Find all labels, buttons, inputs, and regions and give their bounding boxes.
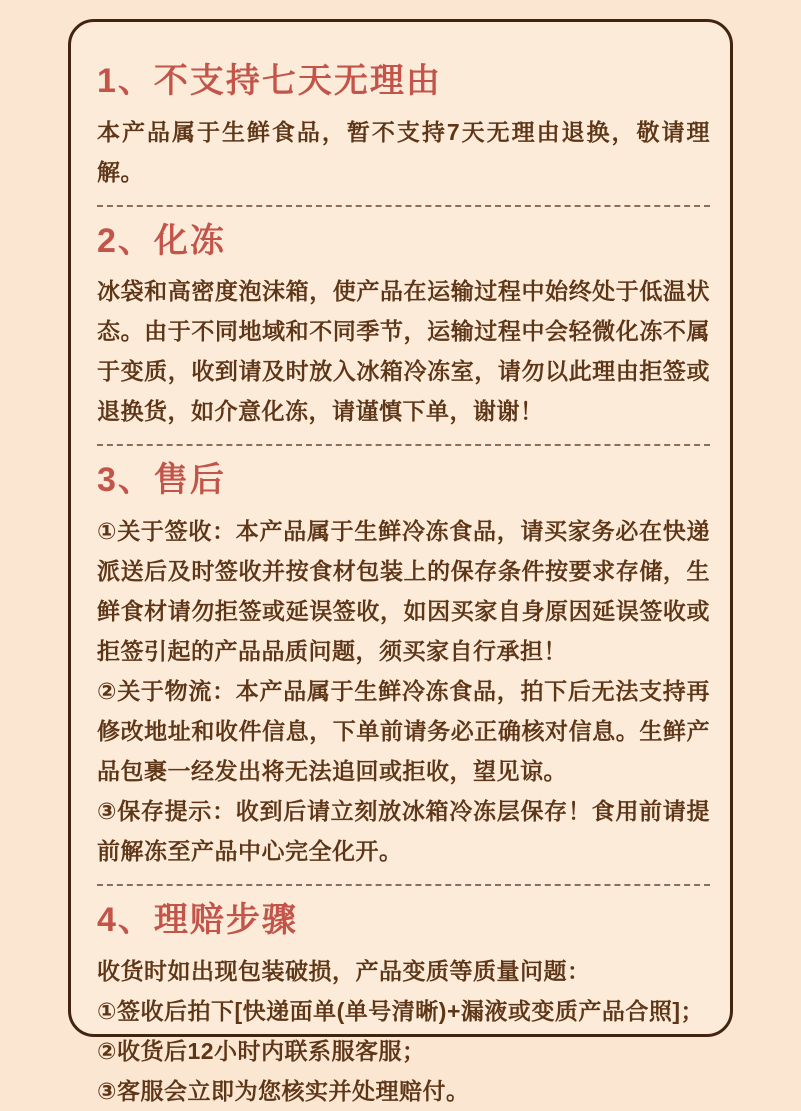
section-claim-steps — [97, 903, 710, 1111]
section-thawing — [97, 221, 710, 432]
dashed-divider — [97, 884, 710, 886]
section-3-paragraph-storage: ③保存提示：收到后请立刻放冰箱冷冻层保存！食用前请提前解冻至产品中心完全化开。 — [97, 798, 710, 865]
section-3-paragraph-sign: ①关于签收：本产品属于生鲜冷冻食品，请买家务必在快递派送后及时签收并按食材包装上的保存条件按要求存储，生鲜食材请勿拒签或延误签收，如因买家自身原因延误签收或拒签引起的产品品质问题，须买家自行承担！ — [97, 518, 710, 665]
section-4-paragraph-step3: ③客服会立即为您核实并处理赔付。 — [97, 1077, 470, 1104]
section-after-sales — [97, 463, 710, 871]
section-4-paragraph-intro: 收货时如出现包装破损，产品变质等质量问题： — [97, 957, 591, 984]
dashed-divider — [97, 205, 710, 207]
section-3-paragraph-logistics: ②关于物流：本产品属于生鲜冷冻食品，拍下后无法支持再修改地址和收件信息，下单前请务必正确核对信息。生鲜产品包裹一经发出将无法追回或拒收，望见谅。 — [97, 678, 710, 785]
section-2-heading: 2、化冻 — [97, 221, 226, 260]
section-4-paragraph-step2: ②收货后12小时内联系服客服； — [97, 1037, 426, 1064]
section-4-heading: 4、理赔步骤 — [97, 901, 298, 940]
dashed-divider — [97, 444, 710, 446]
section-2-paragraph: 冰袋和高密度泡沫箱，使产品在运输过程中始终处于低温状态。由于不同地域和不同季节，运输过程中会轻微化冻不属于变质，收到请及时放入冰箱冷冻室，请勿以此理由拒签或退换货，如介意化冻，请谨慎下单，谢谢！ — [97, 278, 710, 425]
notice-card — [68, 19, 733, 1104]
section-1-heading: 1、不支持七天无理由 — [97, 62, 442, 100]
section-no-7day-return — [97, 64, 710, 192]
section-3-heading: 3、售后 — [97, 461, 226, 500]
section-1-paragraph: 本产品属于生鲜食品，暂不支持7天无理由退换，敬请理解。 — [97, 118, 710, 185]
section-4-paragraph-step1: ①签收后拍下[快递面单(单号清晰)+漏液或变质产品合照]； — [97, 997, 705, 1024]
